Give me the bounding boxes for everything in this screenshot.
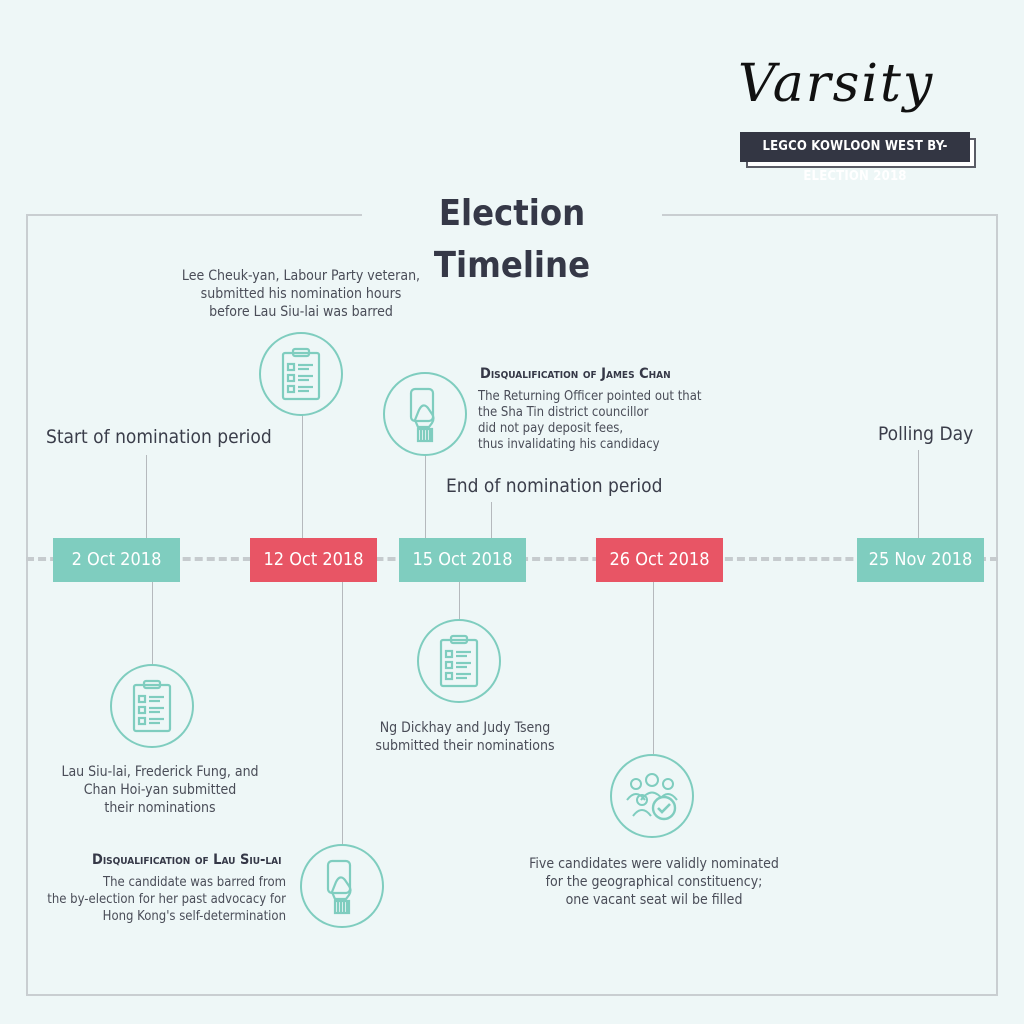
candidates-check-icon [610, 754, 694, 838]
date-15-oct: 15 Oct 2018 [399, 538, 526, 582]
start-nomination-label: Start of nomination period [46, 426, 272, 448]
connector-start-label [146, 455, 147, 538]
date-25-nov: 25 Nov 2018 [857, 538, 984, 582]
chan-disqualification-text: The Returning Officer pointed out that the Sha Tin district councillor did not pay deposit fees, thus invalidating his candidacy [478, 389, 702, 452]
lau-disqualification-heading: Disqualification of Lau Siu-lai [92, 852, 282, 868]
polling-day-label: Polling Day [878, 423, 974, 445]
date-2-oct: 2 Oct 2018 [53, 538, 180, 582]
by-election-banner: LEGCO KOWLOON WEST BY-ELECTION 2018 [740, 132, 970, 162]
ng-tseng-nomination-text: Ng Dickhay and Judy Tseng submitted their nominations [375, 720, 555, 754]
ballot-hand-icon [383, 372, 467, 456]
connector-polling [918, 450, 919, 538]
connector-lee [302, 414, 303, 538]
five-candidates-text: Five candidates were validly nominated for the geographical constituency; one vacant seat wil be filled [529, 856, 779, 908]
chan-disqualification-heading: Disqualification of James Chan [480, 366, 671, 382]
connector-chan [425, 456, 426, 538]
date-26-oct: 26 Oct 2018 [596, 538, 723, 582]
varsity-logo: Varsity [738, 54, 935, 114]
clipboard-icon [110, 664, 194, 748]
page-title: Election Timeline [362, 188, 662, 240]
lau-disqualification-text: The candidate was barred from the by-election for her past advocacy for Hong Kong's self-determination [47, 875, 286, 924]
connector-d4-down [653, 582, 654, 754]
lee-nomination-text: Lee Cheuk-yan, Labour Party veteran, submitted his nomination hours before Lau Siu-lai was barred [181, 268, 421, 320]
lau-fung-nomination-text: Lau Siu-lai, Frederick Fung, and Chan Hoi-yan submitted their nominations [61, 764, 259, 816]
ballot-hand-icon [300, 844, 384, 928]
connector-d1-down [152, 582, 153, 664]
clipboard-icon [259, 332, 343, 416]
connector-end-label [491, 502, 492, 538]
connector-d3-down [459, 582, 460, 619]
connector-d2-down [342, 582, 343, 844]
clipboard-icon [417, 619, 501, 703]
end-nomination-label: End of nomination period [446, 475, 663, 497]
date-12-oct: 12 Oct 2018 [250, 538, 377, 582]
